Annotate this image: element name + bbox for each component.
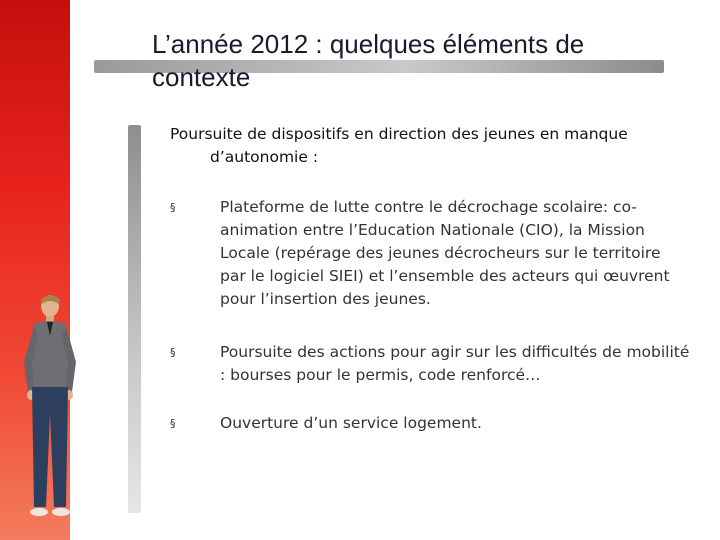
bullet-marker: § — [170, 417, 176, 430]
slide-title: L’année 2012 : quelques éléments de contexte — [152, 29, 585, 92]
person-illustration — [14, 292, 84, 524]
bullet-text: Poursuite des actions pour agir sur les difficultés de mobilité : bourses pour le permis, code renforcé… — [220, 343, 690, 384]
bullet-marker: § — [170, 346, 176, 359]
intro-line-1: Poursuite de dispositifs en direction des jeunes en manque — [170, 125, 628, 143]
intro-line-2: d’autonomie : — [210, 148, 319, 166]
bullet-marker: § — [170, 201, 176, 214]
bullet-text: Ouverture d’un service logement. — [220, 414, 482, 432]
intro-paragraph — [170, 123, 690, 169]
content-left-rule — [128, 125, 141, 513]
bullet-text: Plateforme de lutte contre le décrochage scolaire: co-animation entre l’Education Nationale (CIO), la Mission Locale (repérage des jeunes décrocheurs sur le territoire par le logiciel SIEI) et l’ensemble des acteurs qui œuvrent pour l’insertion des jeunes. — [220, 198, 670, 308]
